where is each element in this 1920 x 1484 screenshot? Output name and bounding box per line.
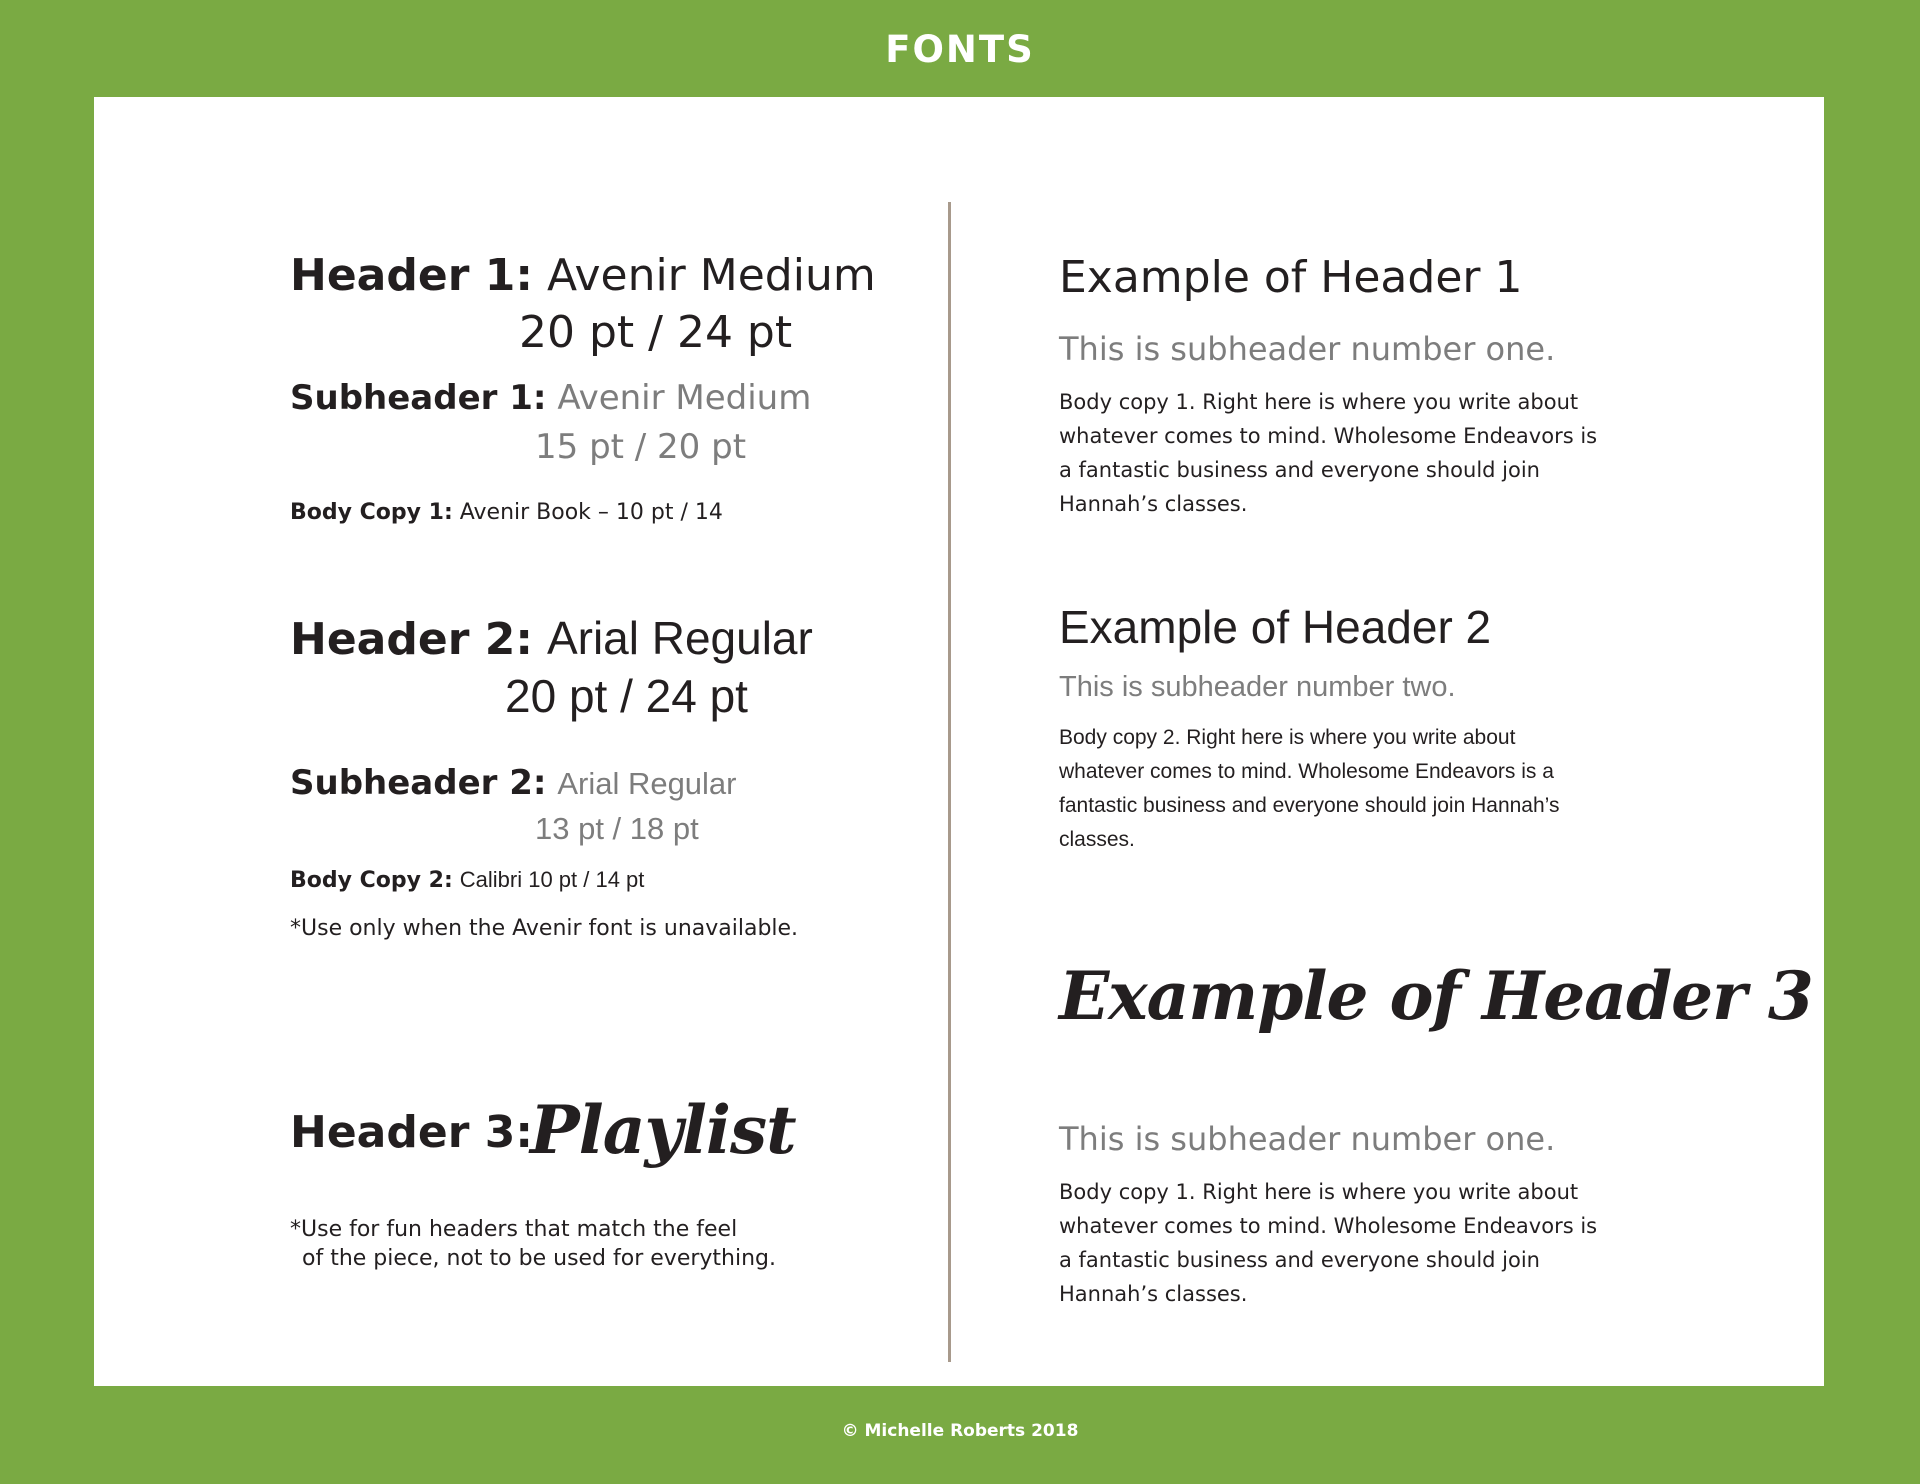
example1-header: Example of Header 1 bbox=[1059, 252, 1523, 303]
header3-spec-label: Header 3: bbox=[290, 1107, 533, 1158]
header2-spec-label: Header 2: bbox=[290, 614, 533, 665]
example3-body: Body copy 1. Right here is where you write about whatever comes to mind. Wholesome Endeavors is a fantastic business and everyone should join Hannah’s classes. bbox=[1059, 1180, 1598, 1306]
body2-spec-value: Calibri 10 pt / 14 pt bbox=[459, 867, 645, 892]
header2-spec-size: 20 pt / 24 pt bbox=[505, 670, 748, 722]
subheader1-spec-font: Avenir Medium bbox=[557, 378, 812, 418]
header1-spec-label: Header 1: bbox=[290, 250, 533, 301]
column-divider bbox=[948, 202, 951, 1362]
example2-body: Body copy 2. Right here is where you write about whatever comes to mind. Wholesome Endeavors is a fantastic business and everyone should join Hannah’s classes. bbox=[1059, 726, 1560, 851]
body1-spec bbox=[290, 502, 723, 524]
subheader1-spec-label: Subheader 1: bbox=[290, 378, 547, 418]
subheader2-spec-font: Arial Regular bbox=[557, 766, 737, 801]
header1-spec-size: 20 pt / 24 pt bbox=[519, 307, 793, 358]
header3-spec-note-line1: *Use for fun headers that match the feel bbox=[290, 1217, 738, 1242]
header3-spec-note-line2: of the piece, not to be used for everything. bbox=[302, 1246, 776, 1271]
subheader2-spec-size: 13 pt / 18 pt bbox=[535, 811, 699, 846]
subheader2-spec bbox=[290, 763, 737, 803]
example2-subheader: This is subheader number two. bbox=[1059, 671, 1456, 703]
header3-spec-font: Playlist bbox=[530, 1091, 796, 1169]
header2-spec bbox=[290, 612, 813, 665]
copyright-footer: © Michelle Roberts 2018 bbox=[841, 1421, 1079, 1441]
body2-spec bbox=[290, 869, 644, 892]
body2-spec-label: Body Copy 2: bbox=[290, 868, 453, 893]
header1-spec-font: Avenir Medium bbox=[546, 250, 876, 301]
subheader1-spec bbox=[290, 378, 812, 418]
example3-subheader: This is subheader number one. bbox=[1059, 1120, 1556, 1158]
body1-spec-value: Avenir Book – 10 pt / 14 bbox=[459, 500, 723, 525]
example3-header: Example of Header 3 bbox=[1059, 957, 1813, 1035]
body2-spec-note: *Use only when the Avenir font is unavailable. bbox=[290, 916, 799, 941]
example1-subheader: This is subheader number one. bbox=[1059, 330, 1556, 368]
subheader2-spec-label: Subheader 2: bbox=[290, 763, 547, 803]
header1-spec bbox=[290, 250, 876, 301]
subheader1-spec-size: 15 pt / 20 pt bbox=[535, 427, 747, 467]
body1-spec-label: Body Copy 1: bbox=[290, 500, 453, 525]
example2-header: Example of Header 2 bbox=[1059, 601, 1492, 653]
example1-body: Body copy 1. Right here is where you write about whatever comes to mind. Wholesome Endeavors is a fantastic business and everyone should join Hannah’s classes. bbox=[1059, 390, 1598, 516]
page-title: FONTS bbox=[885, 28, 1035, 71]
header2-spec-font: Arial Regular bbox=[546, 612, 813, 664]
header3-spec bbox=[290, 1107, 533, 1158]
content-panel bbox=[94, 97, 1824, 1386]
